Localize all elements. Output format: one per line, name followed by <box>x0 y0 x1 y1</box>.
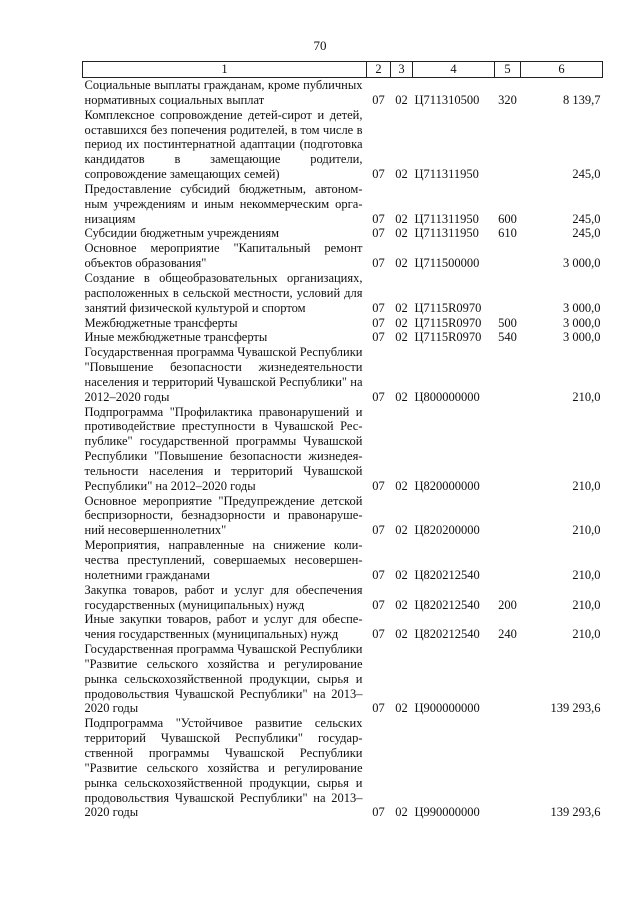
target-article-cell: Ц900000000 <box>414 701 480 716</box>
row-name-cell: Социальные выплаты гражданам, кроме публичных нормативных социальных выплат <box>84 78 363 107</box>
expense-type-cell <box>495 241 521 271</box>
target-article-cell: Ц820212540 <box>414 627 480 642</box>
amount-cell: 210,0 <box>572 478 601 493</box>
amount-cell: 245,0 <box>572 211 601 226</box>
target-article-cell: Ц711500000 <box>414 256 480 271</box>
row-name-cell: Государственная программа Чувашской Республики "Развитие сельского хозяйства и регулирование рынка сельскохозяйственной продукции, сырья и продовольствия Чувашской Республики" на 2013–2020 годы <box>84 642 363 716</box>
section-code-cell: 07 <box>372 478 385 493</box>
expense-type-cell: 540 <box>498 330 517 345</box>
subsection-code-cell: 02 <box>395 315 408 330</box>
section-code-cell: 07 <box>372 300 385 315</box>
expense-type-cell: 240 <box>498 627 517 642</box>
page-number: 70 <box>313 38 327 53</box>
table-row <box>83 182 603 227</box>
subsection-code-cell: 02 <box>395 300 408 315</box>
target-article-cell: Ц711311950 <box>414 167 479 182</box>
section-code-cell: 07 <box>372 389 385 404</box>
header-col-2: 2 <box>367 62 391 78</box>
amount-cell: 3 000,0 <box>563 330 601 345</box>
section-code-cell: 07 <box>372 597 385 612</box>
expense-type-cell <box>495 405 521 494</box>
amount-cell: 8 139,7 <box>563 92 601 107</box>
expense-type-cell: 600 <box>498 211 517 226</box>
target-article-cell: Ц711310500 <box>414 92 480 107</box>
expense-type-cell: 500 <box>498 315 517 330</box>
subsection-code-cell: 02 <box>395 226 408 241</box>
row-name-cell: Основное мероприятие "Предупреждение детской беспризорности, безнадзорности и правонарушений несовершеннолетних" <box>84 493 363 538</box>
expense-type-cell: 320 <box>498 92 517 107</box>
row-name-cell: Иные межбюджетные трансферты <box>84 330 268 345</box>
target-article-cell: Ц820212540 <box>414 567 480 582</box>
subsection-code-cell: 02 <box>395 805 408 820</box>
expense-type-cell <box>495 716 521 820</box>
amount-cell: 139 293,6 <box>550 701 601 716</box>
header-col-6: 6 <box>521 62 603 78</box>
amount-cell: 210,0 <box>572 389 601 404</box>
table-row <box>83 612 603 642</box>
table-row <box>83 78 603 108</box>
subsection-code-cell: 02 <box>395 478 408 493</box>
subsection-code-cell: 02 <box>395 597 408 612</box>
target-article-cell: Ц7115R0970 <box>414 330 482 345</box>
table-row <box>83 271 603 316</box>
target-article-cell: Ц820212540 <box>414 597 480 612</box>
table-row <box>83 316 603 331</box>
expense-type-cell <box>495 538 521 583</box>
target-article-cell: Ц820000000 <box>414 478 480 493</box>
table-row <box>83 226 603 241</box>
amount-cell: 245,0 <box>572 167 601 182</box>
target-article-cell: Ц711311950 <box>414 211 479 226</box>
table-row <box>83 241 603 271</box>
row-name-cell: Иные закупки товаров, работ и услуг для обеспечения государственных (муниципальных) нужд <box>84 612 363 642</box>
section-code-cell: 07 <box>372 167 385 182</box>
section-code-cell: 07 <box>372 523 385 538</box>
table-row <box>83 642 603 716</box>
target-article-cell: Ц7115R0970 <box>414 300 482 315</box>
subsection-code-cell: 02 <box>395 701 408 716</box>
expense-type-cell: 200 <box>498 597 517 612</box>
amount-cell: 210,0 <box>572 627 601 642</box>
section-code-cell: 07 <box>372 330 385 345</box>
expense-type-cell: 610 <box>498 226 517 241</box>
header-col-5: 5 <box>495 62 521 78</box>
row-name-cell: Межбюджетные трансферты <box>84 315 238 330</box>
table-row <box>83 330 603 345</box>
subsection-code-cell: 02 <box>395 330 408 345</box>
expense-type-cell <box>495 494 521 539</box>
header-col-4: 4 <box>413 62 495 78</box>
row-name-cell: Государственная программа Чувашской Республики "Повышение безопасности жизнедеятельности населения и территорий Чувашской Республики" на 2012–2020 годы <box>84 345 363 404</box>
table-row <box>83 494 603 539</box>
section-code-cell: 07 <box>372 805 385 820</box>
row-name-cell: Подпрограмма "Профилактика правонарушений и противодействие преступности в Чувашской Республике" государственной программы Чувашской Республики "Повышение безопасности жизнедеятельности населения и территорий Чувашской Республики" на 2012–2020 годы <box>84 404 363 493</box>
amount-cell: 3 000,0 <box>563 300 601 315</box>
amount-cell: 245,0 <box>572 226 601 241</box>
target-article-cell: Ц7115R0970 <box>414 315 482 330</box>
amount-cell: 210,0 <box>572 597 601 612</box>
subsection-code-cell: 02 <box>395 92 408 107</box>
target-article-cell: Ц800000000 <box>414 389 480 404</box>
subsection-code-cell: 02 <box>395 389 408 404</box>
row-name-cell: Закупка товаров, работ и услуг для обеспечения государственных (муниципальных) нужд <box>84 582 363 612</box>
section-code-cell: 07 <box>372 701 385 716</box>
row-name-cell: Мероприятия, направленные на снижение количества преступлений, совершаемых несовершеннолетними гражданами <box>84 538 363 582</box>
subsection-code-cell: 02 <box>395 256 408 271</box>
table-row <box>83 583 603 613</box>
section-code-cell: 07 <box>372 92 385 107</box>
expense-type-cell <box>495 108 521 182</box>
section-code-cell: 07 <box>372 256 385 271</box>
row-name-cell: Субсидии бюджетным учреждениям <box>84 226 280 241</box>
expense-type-cell <box>495 271 521 316</box>
header-col-1: 1 <box>83 62 367 78</box>
subsection-code-cell: 02 <box>395 567 408 582</box>
target-article-cell: Ц990000000 <box>414 805 480 820</box>
table-row <box>83 716 603 820</box>
subsection-code-cell: 02 <box>395 167 408 182</box>
amount-cell: 210,0 <box>572 523 601 538</box>
table-row <box>83 345 603 404</box>
section-code-cell: 07 <box>372 315 385 330</box>
amount-cell: 210,0 <box>572 567 601 582</box>
row-name-cell: Основное мероприятие "Капитальный ремонт объектов образования" <box>84 241 363 271</box>
row-name-cell: Комплексное сопровождение детей-сирот и детей, оставшихся без попечения родителей, в том числе в период их постинтернатной адаптации (подготовка кандидатов в замещающие родители, сопровождение замещающих семей) <box>84 107 363 182</box>
amount-cell: 3 000,0 <box>563 256 601 271</box>
target-article-cell: Ц820200000 <box>414 523 480 538</box>
budget-table <box>82 61 603 820</box>
section-code-cell: 07 <box>372 211 385 226</box>
expense-type-cell <box>495 642 521 716</box>
table-row <box>83 108 603 182</box>
row-name-cell: Предоставление субсидий бюджетным, автономным учреждениям и иным некоммерческим организациям <box>84 181 363 226</box>
table-row <box>83 538 603 583</box>
subsection-code-cell: 02 <box>395 211 408 226</box>
amount-cell: 3 000,0 <box>563 315 601 330</box>
table-row <box>83 405 603 494</box>
expense-type-cell <box>495 345 521 404</box>
target-article-cell: Ц711311950 <box>414 226 479 241</box>
section-code-cell: 07 <box>372 226 385 241</box>
row-name-cell: Подпрограмма "Устойчивое развитие сельских территорий Чувашской Республики" государственной программы Чувашской Республики "Развитие сельского хозяйства и регулирование рынка сельскохозяйственной продукции, сырья и продовольствия Чувашской Республики" на 2013–2020 годы <box>84 716 363 820</box>
header-col-3: 3 <box>391 62 413 78</box>
section-code-cell: 07 <box>372 627 385 642</box>
table-header-row <box>83 62 603 78</box>
subsection-code-cell: 02 <box>395 523 408 538</box>
amount-cell: 139 293,6 <box>550 805 601 820</box>
subsection-code-cell: 02 <box>395 627 408 642</box>
section-code-cell: 07 <box>372 567 385 582</box>
row-name-cell: Создание в общеобразовательных организациях, расположенных в сельской местности, условий для занятий физической культурой и спортом <box>84 270 363 315</box>
